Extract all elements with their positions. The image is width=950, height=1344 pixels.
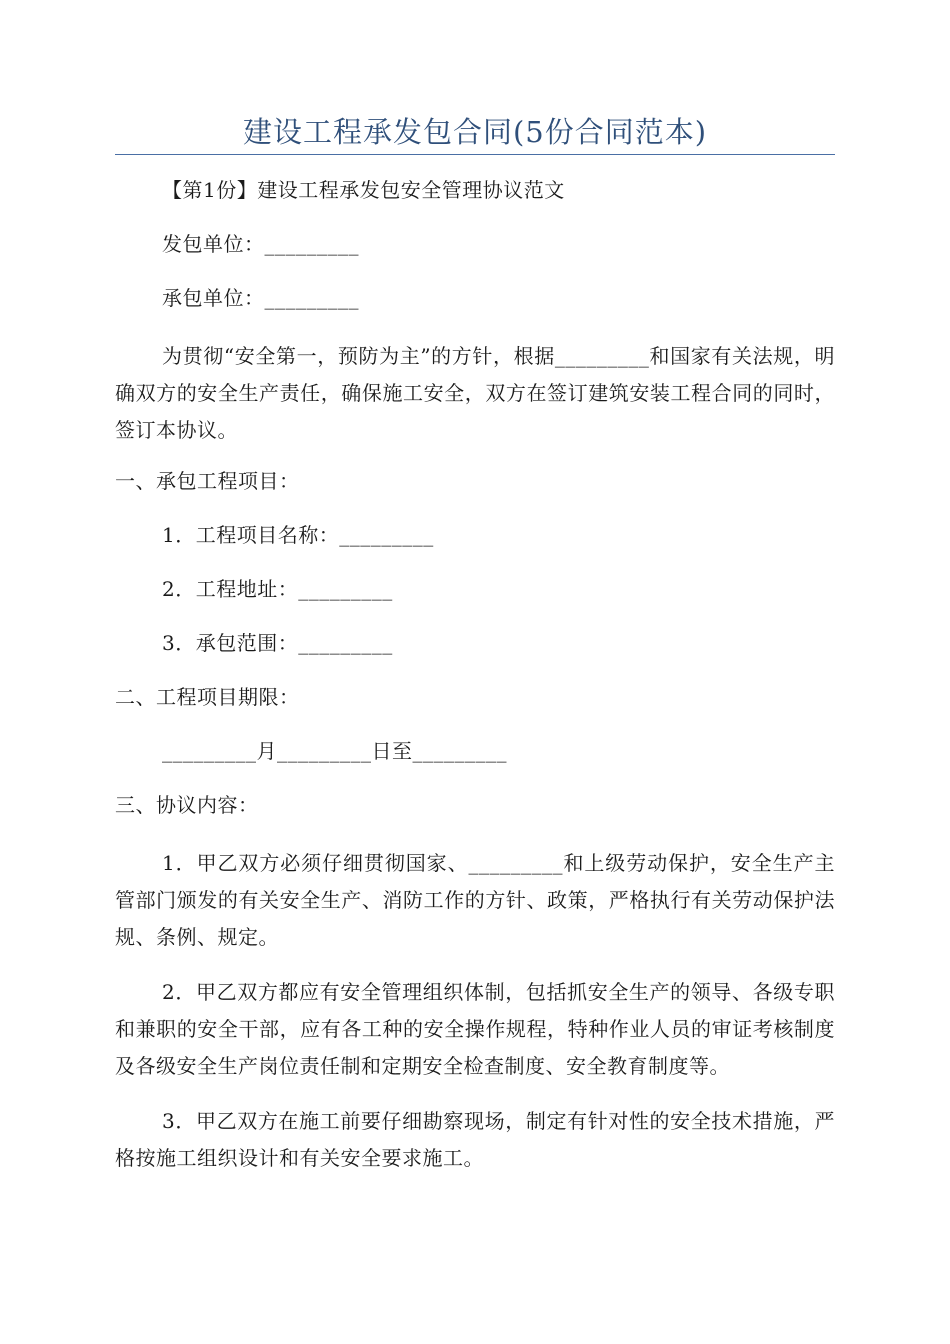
document-body	[115, 176, 835, 1195]
contractor-blank: _________	[264, 232, 359, 256]
part1-item-name: 1．工程项目名称：_________	[162, 523, 434, 547]
preamble-paragraph: 为贯彻“安全第一，预防为主”的方针，根据_________和国家有关法规，明确双方的安全生产责任，确保施工安全，双方在签订建筑安装工程合同的同时，签订本协议。	[115, 344, 835, 442]
document-title: 建设工程承发包合同(5份合同范本)	[242, 115, 708, 149]
part3-item-2: 2．甲乙双方都应有安全管理组织体制，包括抓安全生产的领导、各级专职和兼职的安全干部，应有各工种的安全操作规程，特种作业人员的审证考核制度及各级安全生产岗位责任制和定期安全检查制度、安全教育制度等。	[115, 980, 835, 1078]
contractor-field	[115, 230, 835, 258]
section-heading: 【第1份】建设工程承发包安全管理协议范文	[162, 178, 565, 202]
part2-period: _________月_________日至_________	[162, 739, 507, 763]
part3-item-3: 3．甲乙双方在施工前要仔细勘察现场，制定有针对性的安全技术措施，严格按施工组织设计和有关安全要求施工。	[115, 1109, 835, 1170]
contractor-label: 发包单位：	[162, 232, 265, 256]
part2-heading: 二、工程项目期限：	[115, 685, 300, 709]
subcontractor-field	[115, 284, 835, 312]
part1-heading: 一、承包工程项目：	[115, 469, 300, 493]
part1-item-scope: 3．承包范围：_________	[162, 631, 393, 655]
part3-heading: 三、协议内容：	[115, 793, 259, 817]
subcontractor-blank: _________	[264, 286, 359, 310]
title-underline	[115, 154, 835, 155]
part3-item-1: 1．甲乙双方必须仔细贯彻国家、_________和上级劳动保护，安全生产主管部门颁发的有关安全生产、消防工作的方针、政策，严格执行有关劳动保护法规、条例、规定。	[115, 851, 835, 949]
subcontractor-label: 承包单位：	[162, 286, 265, 310]
part1-item-address: 2．工程地址：_________	[162, 577, 393, 601]
